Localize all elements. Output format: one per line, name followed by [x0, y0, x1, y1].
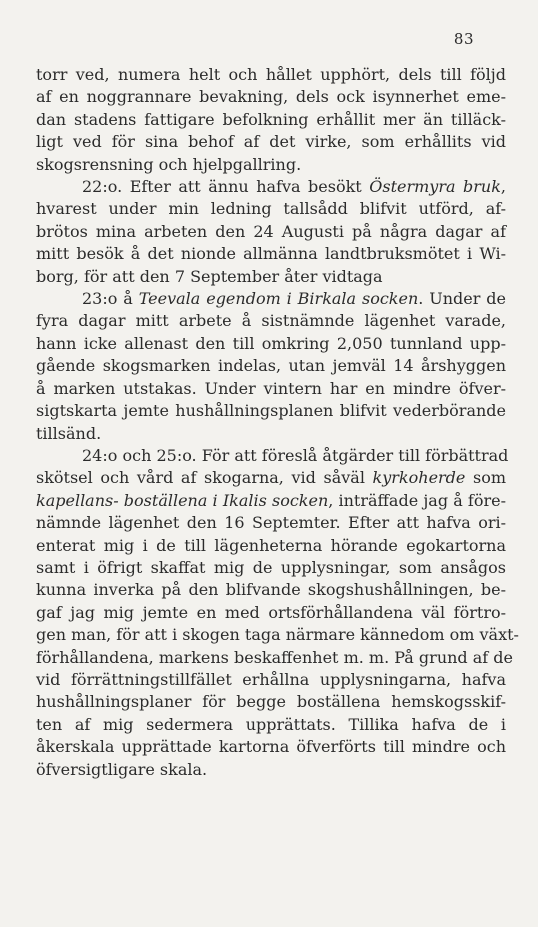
text-line: dan stadens fattigare befolkning erhållit mer än tilläck-: [36, 109, 506, 129]
text-line: ligt ved för sina behof af det virke, som erhållits vid: [36, 132, 506, 152]
text-line: skogsrensning och hjelpgallring.: [36, 154, 302, 174]
text-segment: 23:o å: [82, 289, 139, 309]
text-segment: skötsel och vård af skogarna, vid såväl: [36, 468, 373, 488]
text-line: tillsänd.: [36, 423, 102, 443]
text-segment: ,: [500, 177, 506, 197]
text-line: enterat mig i de till lägenheterna hörande egokartorna: [36, 535, 506, 555]
text-segment: , inträffade jag å före-: [328, 490, 506, 510]
text-line: sigtskarta jemte hushållningsplanen blifvit vederbörande: [36, 401, 506, 421]
italic-segment: Teevala egendom i Birkala socken: [138, 289, 419, 309]
italic-segment: Östermyra bruk: [369, 177, 501, 197]
text-line: torr ved, numera helt och hållet upphört, dels till följd: [36, 65, 506, 84]
text-segment: 22:o. Efter att ännu hafva besökt: [82, 177, 370, 197]
text-line: öfversigtligare skala.: [36, 759, 208, 779]
text-line: kunna inverka på den blifvande skogshushållningen, be-: [36, 580, 506, 600]
text-line: hushållningsplaner för begge boställena hemskogsskif-: [36, 692, 506, 712]
text-line: hvarest under min ledning tallsådd blifvit utförd, af-: [36, 199, 506, 219]
text-line: gaf jag mig jemte en med ortsförhållandena väl förtro-: [36, 602, 506, 622]
text-line: [36, 176, 506, 198]
text-line: 24:o och 25:o. För att föreslå åtgärder till förbättrad: [82, 445, 509, 465]
text-line: åkerskala upprättade kartorna öfverförts till mindre och: [36, 737, 506, 757]
text-line: [36, 490, 506, 512]
text-line: ten af mig sedermera upprättats. Tillika hafva de i: [36, 714, 506, 734]
text-segment: som: [465, 468, 507, 488]
text-line: hann icke allenast den till omkring 2,050 tunnland upp-: [36, 333, 506, 353]
text-segment: . Under de: [418, 289, 506, 309]
text-line: förhållandena, markens beskaffenhet m. m. På grund af de: [36, 647, 514, 667]
text-line: borg, för att den 7 September åter vidtaga: [36, 266, 383, 286]
text-line: å marken utstakas. Under vintern har en mindre öfver-: [36, 378, 506, 398]
text-line: mitt besök å det nionde allmänna landtbruksmötet i Wi-: [36, 244, 506, 264]
text-line: gen man, för att i skogen taga närmare kännedom om växt-: [36, 625, 519, 645]
page-number: 83: [453, 30, 474, 48]
italic-segment: kapellans- boställena i Ikalis socken: [36, 490, 329, 510]
text-line: samt i öfrigt skaffat mig de upplysningar, som ansågos: [36, 557, 506, 577]
italic-segment: kyrkoherde: [372, 468, 466, 488]
text-line: af en noggrannare bevakning, dels ock isynnerhet eme-: [36, 87, 506, 107]
text-line: nämnde lägenhet den 16 Septemter. Efter att hafva ori-: [36, 513, 506, 533]
text-line: [36, 467, 506, 489]
text-line: vid förrättningstillfället erhållna upplysningarna, hafva: [36, 669, 506, 689]
text-line: gående skogsmarken indelas, utan jemväl 14 årshyggen: [36, 356, 506, 376]
text-line: brötos mina arbeten den 24 Augusti på några dagar af: [36, 221, 506, 241]
text-line: [36, 288, 506, 310]
body-text: [36, 64, 519, 781]
text-line: fyra dagar mitt arbete å sistnämnde lägenhet varade,: [36, 311, 506, 331]
